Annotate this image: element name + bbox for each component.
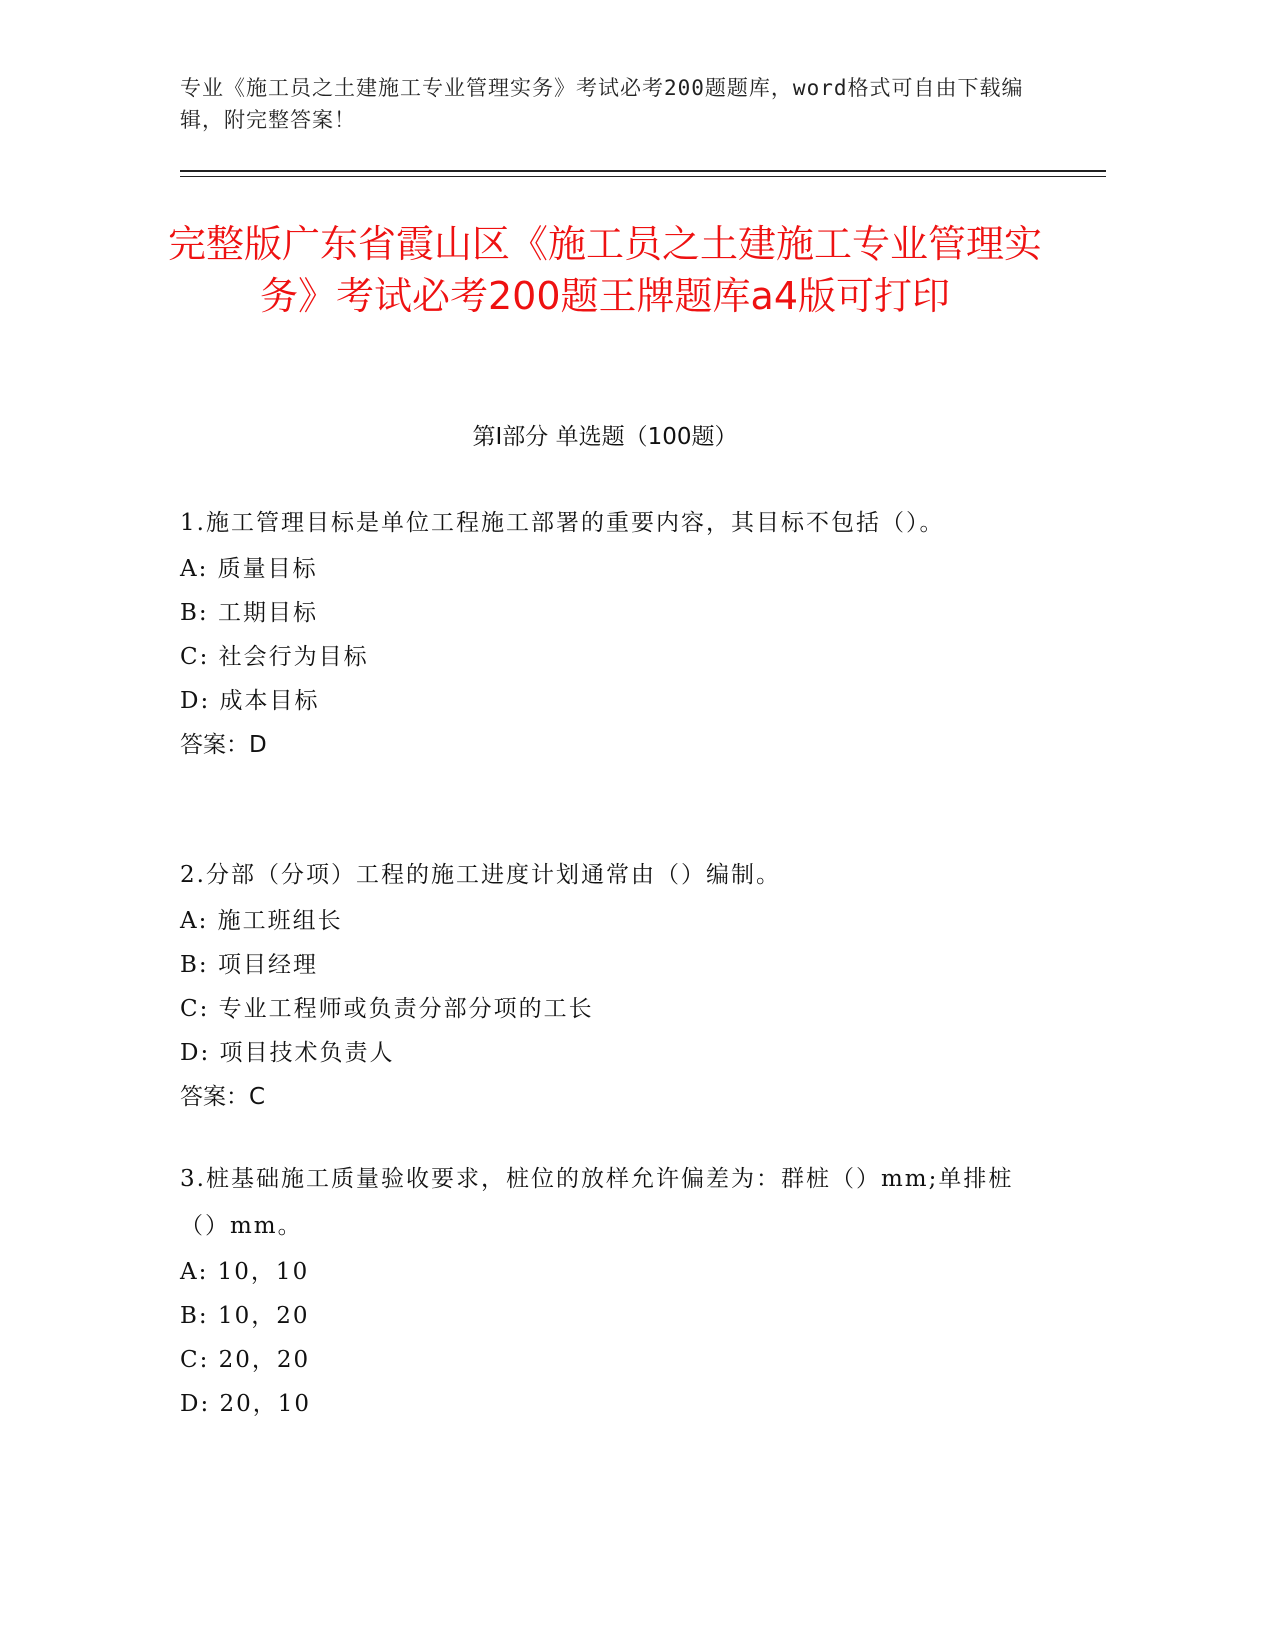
option-c: C: 社会行为目标	[180, 644, 369, 670]
option-c: C: 专业工程师或负责分部分项的工长	[180, 996, 594, 1022]
option-a: A: 质量目标	[180, 556, 318, 582]
option-d: D: 20，10	[180, 1391, 312, 1417]
option-c: C: 20，20	[180, 1347, 311, 1373]
option-b: B: 工期目标	[180, 600, 318, 626]
option-d: D: 成本目标	[180, 688, 320, 714]
header-divider-thick	[180, 170, 1106, 172]
header-divider-thin	[180, 176, 1106, 177]
option-b: B: 10，20	[180, 1303, 310, 1329]
answer: 答案：C	[180, 1084, 266, 1110]
option-b: B: 项目经理	[180, 952, 318, 978]
question-stem: 2.分部（分项）工程的施工进度计划通常由（）编制。	[180, 862, 781, 888]
option-a: A: 施工班组长	[180, 908, 343, 934]
question-2	[180, 852, 1020, 1119]
option-a: A: 10，10	[180, 1259, 310, 1285]
question-stem: 1.施工管理目标是单位工程施工部署的重要内容，其目标不包括（）。	[180, 510, 945, 536]
answer: 答案：D	[180, 732, 267, 758]
option-d: D: 项目技术负责人	[180, 1040, 395, 1066]
document-title: 完整版广东省霞山区《施工员之土建施工专业管理实务》考试必考200题王牌题库a4版可打印	[167, 222, 1042, 318]
question-3	[180, 1156, 1020, 1426]
question-stem: 3.桩基础施工质量验收要求，桩位的放样允许偏差为：群桩（）mm;单排桩（）mm。	[180, 1166, 1014, 1239]
question-1	[180, 500, 1020, 767]
section-title: 第Ⅰ部分 单选题（100题）	[472, 424, 738, 450]
header-note: 专业《施工员之土建施工专业管理实务》考试必考200题题库，word格式可自由下载编辑，附完整答案！	[180, 76, 1024, 132]
